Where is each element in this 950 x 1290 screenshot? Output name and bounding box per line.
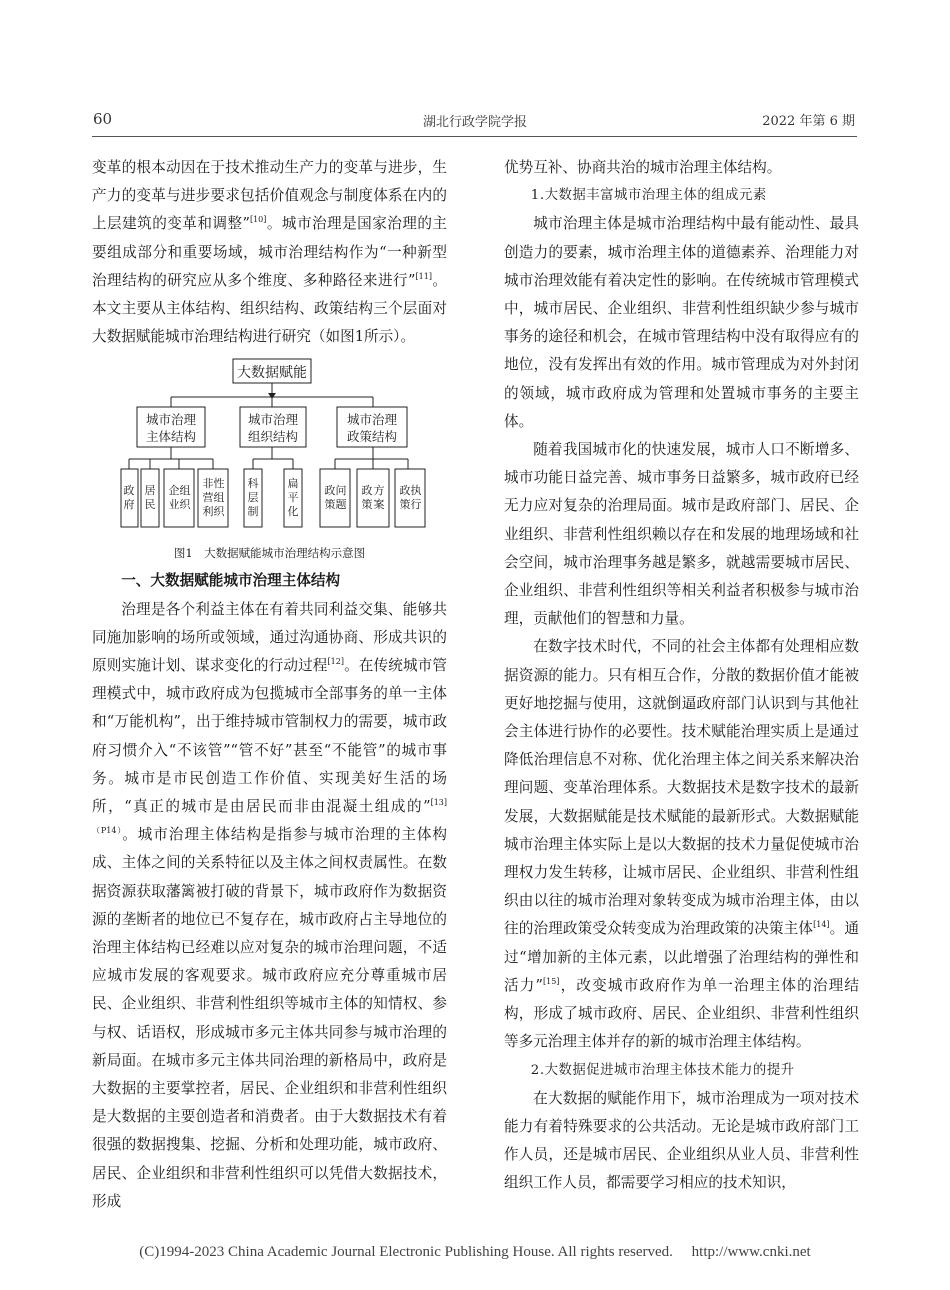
leaf-label-char: 制 (247, 505, 259, 519)
leaf-label-char: 行 (410, 498, 422, 512)
leaf-label-char: 执 (410, 484, 422, 498)
leaf-label-char: 政 (324, 484, 336, 498)
subsection-heading: 1.大数据丰富城市治理主体的组成元素 (530, 188, 767, 204)
issue-label: 2022 年第 6 期 (762, 114, 855, 129)
svg-text:政策结构: 政策结构 (346, 429, 398, 445)
leaf-label-char: 政 (123, 484, 135, 498)
figure-1 (92, 357, 447, 543)
right-column (504, 154, 859, 1198)
leaf-label-char: 组 (213, 491, 225, 505)
paragraph: 优势互补、协商共治的城市治理主体结构。 (504, 159, 782, 176)
leaf-label-char: 营 (202, 491, 214, 505)
figure-caption: 图1 大数据赋能城市治理结构示意图 (173, 546, 366, 561)
journal-title: 湖北行政学院学报 (422, 115, 527, 130)
svg-text:城市治理: 城市治理 (247, 412, 299, 428)
leaf-label-char: 层 (247, 491, 259, 505)
leaf-label-char: 政 (399, 484, 411, 498)
paragraph: 变革的根本动因在于技术推动生产力的变革与进步，生产力的变革与进步要求包括价值观念与制度体系在内的上层建筑的变革和调整”[10]。城市治理是国家治理的主要组成部分和重要场域，城市治理结构作为“一种新型治理结构的研究应从多个维度、多种路径来进行”[11]。本文主要从主体结构、组织结构、政策结构三个层面对大数据赋能城市治理结构进行研究（如图1所示）。 (92, 159, 447, 346)
root-label: 大数据赋能 (237, 365, 307, 382)
paragraph: 在大数据的赋能作用下，城市治理成为一项对技术能力有着特殊要求的公共活动。无论是城市政府部门工作人员，还是城市居民、企业组织从业人员、非营利性组织工作人员，都需要学习相应的技术知识， (504, 1089, 859, 1192)
paragraph: 在数字技术时代，不同的社会主体都有处理相应数据资源的能力。只有相互合作，分散的数据价值才能被更好地挖掘与使用，这就倒逼政府部门认识到与其他社会主体进行协作的必要性。技术赋能治理实质上是通过降低治理信息不对称、优化治理主体之间关系来解决治理问题、变革治理体系。大数据技术是数字技术的最新发展，大数据赋能是技术赋能的最新形式。大数据赋能城市治理主体实际上是以大数据的技术力量促使城市治理权力发生转移，让城市居民、企业组织、非营利性组织由以往的城市治理对象转变成为城市治理主体，由以往的治理政策受众转变成为治理政策的决策主体[14]。通过“增加新的主体元素，以此增强了治理结构的弹性和活力”[15]，改变城市政府作为单一治理主体的治理结构，形成了城市政府、居民、企业组织、非营利性组织等多元治理主体并存的新的城市治理主体结构。 (504, 638, 859, 1051)
leaf-label-char: 企 (168, 484, 180, 498)
leaf-label-char: 策 (399, 498, 411, 512)
leaf-label-char: 利 (202, 505, 214, 519)
leaf-label-char: 策 (324, 498, 336, 512)
leaf-label-char: 织 (213, 505, 225, 519)
leaf-label-char: 题 (335, 498, 347, 512)
leaf-label-char: 案 (373, 498, 385, 512)
citation[interactable]: [12] (327, 657, 344, 667)
subsection-heading: 2.大数据促进城市治理主体技术能力的提升 (530, 1062, 795, 1078)
paragraph: 城市治理主体是城市治理结构中最有能动性、最具创造力的要素，城市治理主体的道德素养、治理能力对城市治理效能有着决定性的影响。在传统城市管理模式中，城市居民、企业组织、非营利性组织缺少参与城市事务的途径和机会，在城市管理结构中没有取得应有的地位，没有发挥出有效的作用。城市管理成为对外封闭的领域，城市政府成为管理和处置城市事务的主要主体。 (504, 215, 859, 430)
leaf-label-char: 组 (179, 484, 191, 498)
svg-text:组织结构: 组织结构 (247, 429, 299, 445)
leaf-label-char: 业 (168, 498, 180, 512)
structure-diagram (92, 357, 447, 543)
paragraph: 治理是各个利益主体在有着共同利益交集、能够共同施加影响的场所或领域，通过沟通协商、形成共识的原则实施计划、谋求变化的行动过程[12]。在传统城市管理模式中，城市政府成为包揽城市全部事务的单一主体和“万能机构”，出于维持城市管制权力的需要，城市政府习惯介入“不该管”“管不好”甚至“不能管”的城市事务。城市是市民创造工作价值、实现美好生活的场所，“真正的城市是由居民而非由混凝土组成的”$^{[13](P14)}$。城市治理主体结构是指参与城市治理的主体构成、主体之间的关系特征以及主体之间权责属性。在数据资源获取藩篱被打破的背景下，城市政府作为数据资源的垄断者的地位已不复存在，城市政府占主导地位的治理主体结构已经难以应对复杂的城市治理问题，不适应城市发展的客观要求。城市政府应充分尊重城市居民、企业组织、非营利性组织等城市主体的知情权、参与权、话语权，形成城市多元主体共同参与城市治理的新局面。在城市多元主体共同治理的新格局中，政府是大数据的主要掌控者，居民、企业组织和非营利性组织是大数据的主要创造者和消费者。由于大数据技术有着很强的数据搜集、挖掘、分析和处理功能，城市政府、居民、企业组织和非营利性组织可以凭借大数据技术，形成 (92, 600, 447, 1210)
leaf-label-char: 问 (335, 484, 347, 498)
citation[interactable]: [10] (249, 215, 267, 225)
svg-text:城市治理: 城市治理 (346, 412, 398, 428)
citation[interactable]: [14] (813, 920, 830, 930)
paragraph: 随着我国城市化的快速发展，城市人口不断增多、城市功能日益完善、城市事务日益繁多，城市政府已经无力应对复杂的治理局面。城市是政府部门、居民、企业组织、非营利性组织赖以存在和发展的地理场域和社会空间，城市治理事务越是繁多，就越需要城市居民、企业组织、非营利性组织等相关利益者积极参与城市治理，贡献他们的智慧和力量。 (504, 441, 859, 628)
left-column (92, 154, 447, 1216)
leaf-label-char: 策 (361, 498, 373, 512)
section-heading: 一、大数据赋能城市治理主体结构 (121, 572, 341, 590)
copyright-footer: (C)1994-2023 China Academic Journal Electronic Publishing House. All rights reserved. http://www.cnki.net (139, 1244, 811, 1260)
page-number: 60 (93, 110, 113, 128)
citation[interactable]: [11] (415, 271, 432, 281)
svg-text:主体结构: 主体结构 (145, 429, 197, 445)
leaf-label-char: 织 (179, 498, 191, 512)
header-rule (92, 136, 857, 137)
leaf-label-char: 化 (287, 505, 299, 519)
leaf-label-char: 科 (247, 477, 259, 491)
leaf-label-char: 方 (373, 484, 385, 498)
leaf-label-char: 府 (123, 498, 135, 512)
citation[interactable]: [13]（P14） (92, 798, 447, 836)
leaf-label-char: 性 (213, 477, 225, 491)
leaf-label-char: 非 (202, 477, 214, 491)
arrow-icon (268, 393, 276, 399)
leaf-label-char: 平 (287, 491, 299, 505)
leaf-label-char: 扁 (287, 477, 299, 491)
leaf-label-char: 居 (144, 484, 156, 498)
leaf-label-char: 政 (361, 484, 373, 498)
svg-text:城市治理: 城市治理 (145, 412, 197, 428)
citation[interactable]: [15] (543, 976, 560, 986)
leaf-label-char: 民 (144, 498, 156, 512)
